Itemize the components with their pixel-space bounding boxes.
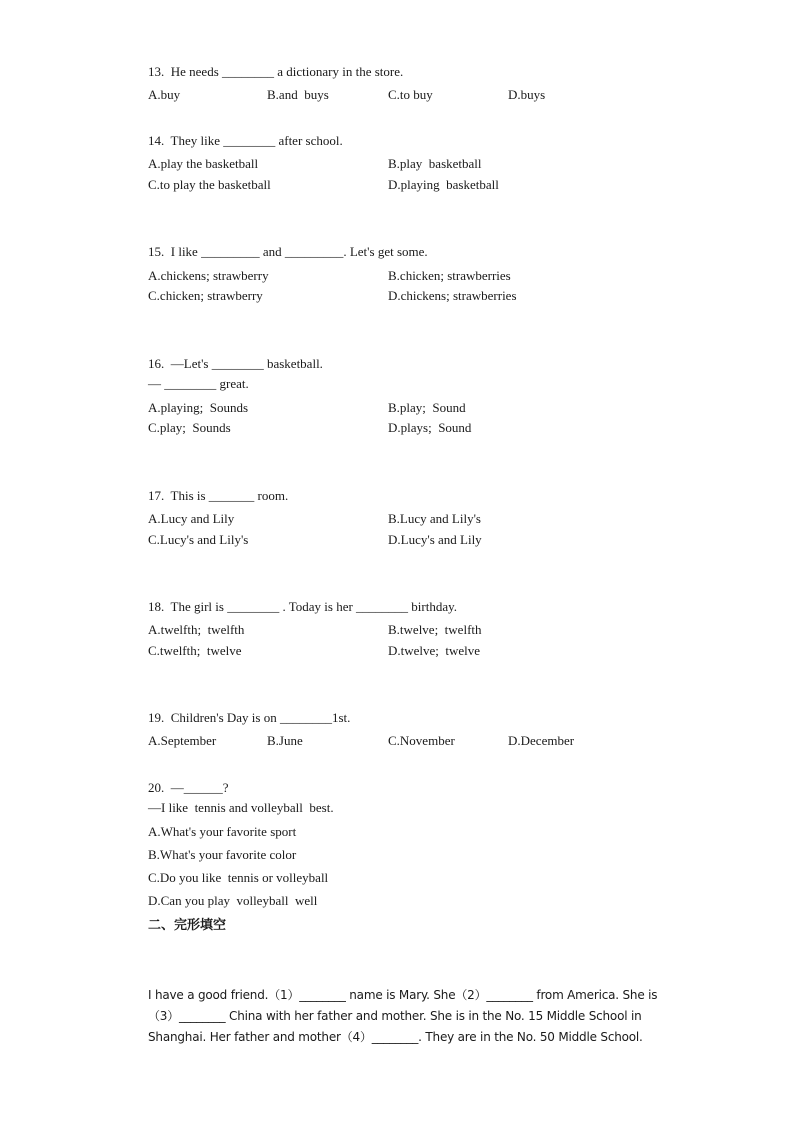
question-18-stem: 18. The girl is ________ . Today is her ________ birthday. <box>148 599 458 614</box>
question-19-stem: 19. Children's Day is on ________1st. <box>148 710 351 725</box>
question-17-option-b: B.Lucy and Lily's <box>388 511 481 526</box>
question-14-option-d: D.playing basketball <box>388 177 499 192</box>
passage-line-3: Shanghai. Her father and mother（4）________. They are in the No. 50 Middle School. <box>148 1030 643 1044</box>
question-16-option-a: A.playing; Sounds <box>148 400 249 415</box>
question-15-stem: 15. I like _________ and _________. Let's get some. <box>148 244 428 259</box>
question-14-option-b: B.play basketball <box>388 156 482 171</box>
question-15-option-c: C.chicken; strawberry <box>148 288 263 303</box>
question-17-option-a: A.Lucy and Lily <box>148 511 235 526</box>
question-18-option-b: B.twelve; twelfth <box>388 622 482 637</box>
question-16-option-d: D.plays; Sound <box>388 420 472 435</box>
question-20-option-c: C.Do you like tennis or volleyball <box>148 870 329 885</box>
question-16-option-b: B.play; Sound <box>388 400 466 415</box>
question-17-option-c: C.Lucy's and Lily's <box>148 532 249 547</box>
question-17-option-d: D.Lucy's and Lily <box>388 532 482 547</box>
passage-line-2: （3）________ China with her father and mother. She is in the No. 15 Middle School in <box>148 1009 642 1023</box>
question-15-option-a: A.chickens; strawberry <box>148 268 269 283</box>
question-15-option-b: B.chicken; strawberries <box>388 268 511 283</box>
question-16-stem-reply: — ________ great. <box>148 376 249 391</box>
question-20-option-d: D.Can you play volleyball well <box>148 893 318 908</box>
question-18-option-a: A.twelfth; twelfth <box>148 622 245 637</box>
question-13-option-d: D.buys <box>508 87 546 102</box>
question-14-stem: 14. They like ________ after school. <box>148 133 343 148</box>
question-13-option-b: B.and buys <box>267 87 329 102</box>
question-13-option-a: A.buy <box>148 87 181 102</box>
question-16-stem: 16. —Let's ________ basketball. <box>148 356 323 371</box>
question-19-option-c: C.November <box>388 733 455 748</box>
question-15-option-d: D.chickens; strawberries <box>388 288 517 303</box>
question-20-stem-reply: —I like tennis and volleyball best. <box>148 800 334 815</box>
question-13-stem: 13. He needs ________ a dictionary in the store. <box>148 64 404 79</box>
question-20-option-a: A.What's your favorite sport <box>148 824 297 839</box>
question-20-option-b: B.What's your favorite color <box>148 847 297 862</box>
question-19-option-a: A.September <box>148 733 217 748</box>
question-18-option-c: C.twelfth; twelve <box>148 643 242 658</box>
question-18-option-d: D.twelve; twelve <box>388 643 481 658</box>
section-title: 二、完形填空 <box>148 918 227 933</box>
passage-line-1: I have a good friend.（1）________ name is Mary. She（2）________ from America. She is <box>148 988 658 1002</box>
question-17-stem: 17. This is _______ room. <box>148 488 289 503</box>
question-14-option-c: C.to play the basketball <box>148 177 271 192</box>
question-13-option-c: C.to buy <box>388 87 433 102</box>
question-19-option-b: B.June <box>267 733 303 748</box>
question-16-option-c: C.play; Sounds <box>148 420 231 435</box>
question-14-option-a: A.play the basketball <box>148 156 259 171</box>
question-19-option-d: D.December <box>508 733 575 748</box>
question-20-stem: 20. —______? <box>148 780 229 795</box>
